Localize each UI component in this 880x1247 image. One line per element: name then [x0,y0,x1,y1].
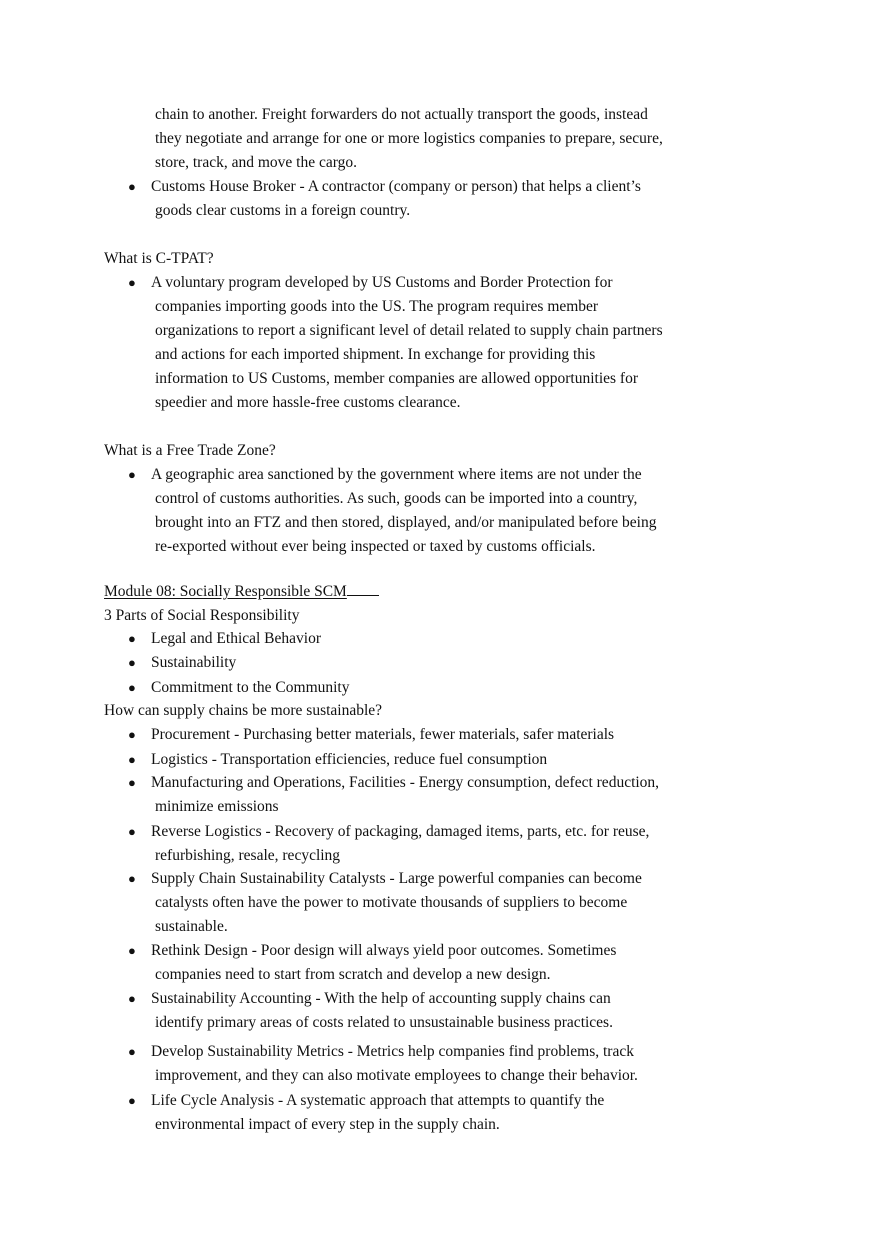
bullet-icon: ● [128,752,136,767]
text-line: speedier and more hassle-free customs clearance. [155,394,461,411]
ftz-bullet [128,463,688,559]
text-line: refurbishing, resale, recycling [155,847,341,864]
parts-bullet [128,651,688,675]
bullet-icon: ● [128,871,136,886]
text-line: Rethink Design - Poor design will always yield poor outcomes. Sometimes [151,942,617,959]
text-line: organizations to report a significant level of detail related to supply chain partners [155,322,663,339]
text-line: and actions for each imported shipment. In exchange for providing this [155,346,596,363]
bullet-icon: ● [128,991,136,1006]
text-line: Sustainability Accounting - With the help of accounting supply chains can [151,990,611,1007]
bullet-icon: ● [128,655,136,670]
text-line: identify primary areas of costs related to unsustainable business practices. [155,1014,613,1031]
text-line: A geographic area sanctioned by the government where items are not under the [151,466,642,483]
parts-title: 3 Parts of Social Responsibility [104,607,300,624]
bullet-icon: ● [128,467,136,482]
customs-broker-bullet [128,175,688,223]
bullet-icon: ● [128,727,136,742]
text-line: store, track, and move the cargo. [155,154,357,171]
text-line: A voluntary program developed by US Customs and Border Protection for [151,274,613,291]
text-line: Develop Sustainability Metrics - Metrics help companies find problems, track [151,1043,634,1060]
heading-underline-tail [347,580,379,596]
text-line: Supply Chain Sustainability Catalysts - Large powerful companies can become [151,870,642,887]
sustain-bullet [128,723,688,747]
ctpat-bullet [128,271,688,415]
text-line: control of customs authorities. As such, goods can be imported into a country, [155,490,638,507]
sustain-bullet [128,939,688,987]
module-heading [104,580,379,604]
sustain-bullet [128,987,688,1035]
bullet-icon: ● [128,824,136,839]
text-line: Commitment to the Community [151,679,350,696]
sustain-bullet [128,1089,688,1137]
sustain-question: How can supply chains be more sustainable? [104,702,383,719]
text-line: Reverse Logistics - Recovery of packaging, damaged items, parts, etc. for reuse, [151,823,650,840]
text-line: re-exported without ever being inspected or taxed by customs officials. [155,538,596,555]
text-line: Legal and Ethical Behavior [151,630,322,647]
text-line: catalysts often have the power to motivate thousands of suppliers to become [155,894,628,911]
ftz-question: What is a Free Trade Zone? [104,442,276,459]
text-line: brought into an FTZ and then stored, displayed, and/or manipulated before being [155,514,657,531]
text-line: improvement, and they can also motivate employees to change their behavior. [155,1067,638,1084]
text-line: sustainable. [155,918,228,935]
parts-bullet [128,627,688,651]
text-line: Manufacturing and Operations, Facilities - Energy consumption, defect reduction, [151,774,660,791]
sustain-bullet [128,820,688,868]
bullet-icon: ● [128,943,136,958]
text-line: Life Cycle Analysis - A systematic approach that attempts to quantify the [151,1092,605,1109]
text-line: Sustainability [151,654,237,671]
bullet-icon: ● [128,631,136,646]
bullet-icon: ● [128,1044,136,1059]
bullet-icon: ● [128,179,136,194]
module-heading-text: Module 08: Socially Responsible SCM [104,583,347,600]
text-line: companies need to start from scratch and develop a new design. [155,966,551,983]
text-line: Procurement - Purchasing better materials, fewer materials, safer materials [151,726,615,743]
sustain-bullet [128,748,688,772]
text-line: companies importing goods into the US. The program requires member [155,298,599,315]
text-line: information to US Customs, member companies are allowed opportunities for [155,370,638,387]
bullet-icon: ● [128,775,136,790]
text-line: minimize emissions [155,798,279,815]
text-line: goods clear customs in a foreign country. [155,202,411,219]
sustain-bullet [128,867,688,939]
bullet-icon: ● [128,1093,136,1108]
sustain-bullet [128,1040,688,1088]
bullet-icon: ● [128,275,136,290]
parts-bullet [128,676,688,700]
sustain-bullet [128,771,688,819]
bullet-icon: ● [128,680,136,695]
text-line: they negotiate and arrange for one or more logistics companies to prepare, secure, [155,130,663,147]
ctpat-question: What is C-TPAT? [104,250,214,267]
text-line: Logistics - Transportation efficiencies, reduce fuel consumption [151,751,548,768]
text-line: chain to another. Freight forwarders do not actually transport the goods, instead [155,106,648,123]
text-line: Customs House Broker - A contractor (company or person) that helps a client’s [151,178,641,195]
freight-forwarder-continuation [128,103,688,175]
text-line: environmental impact of every step in the supply chain. [155,1116,500,1133]
